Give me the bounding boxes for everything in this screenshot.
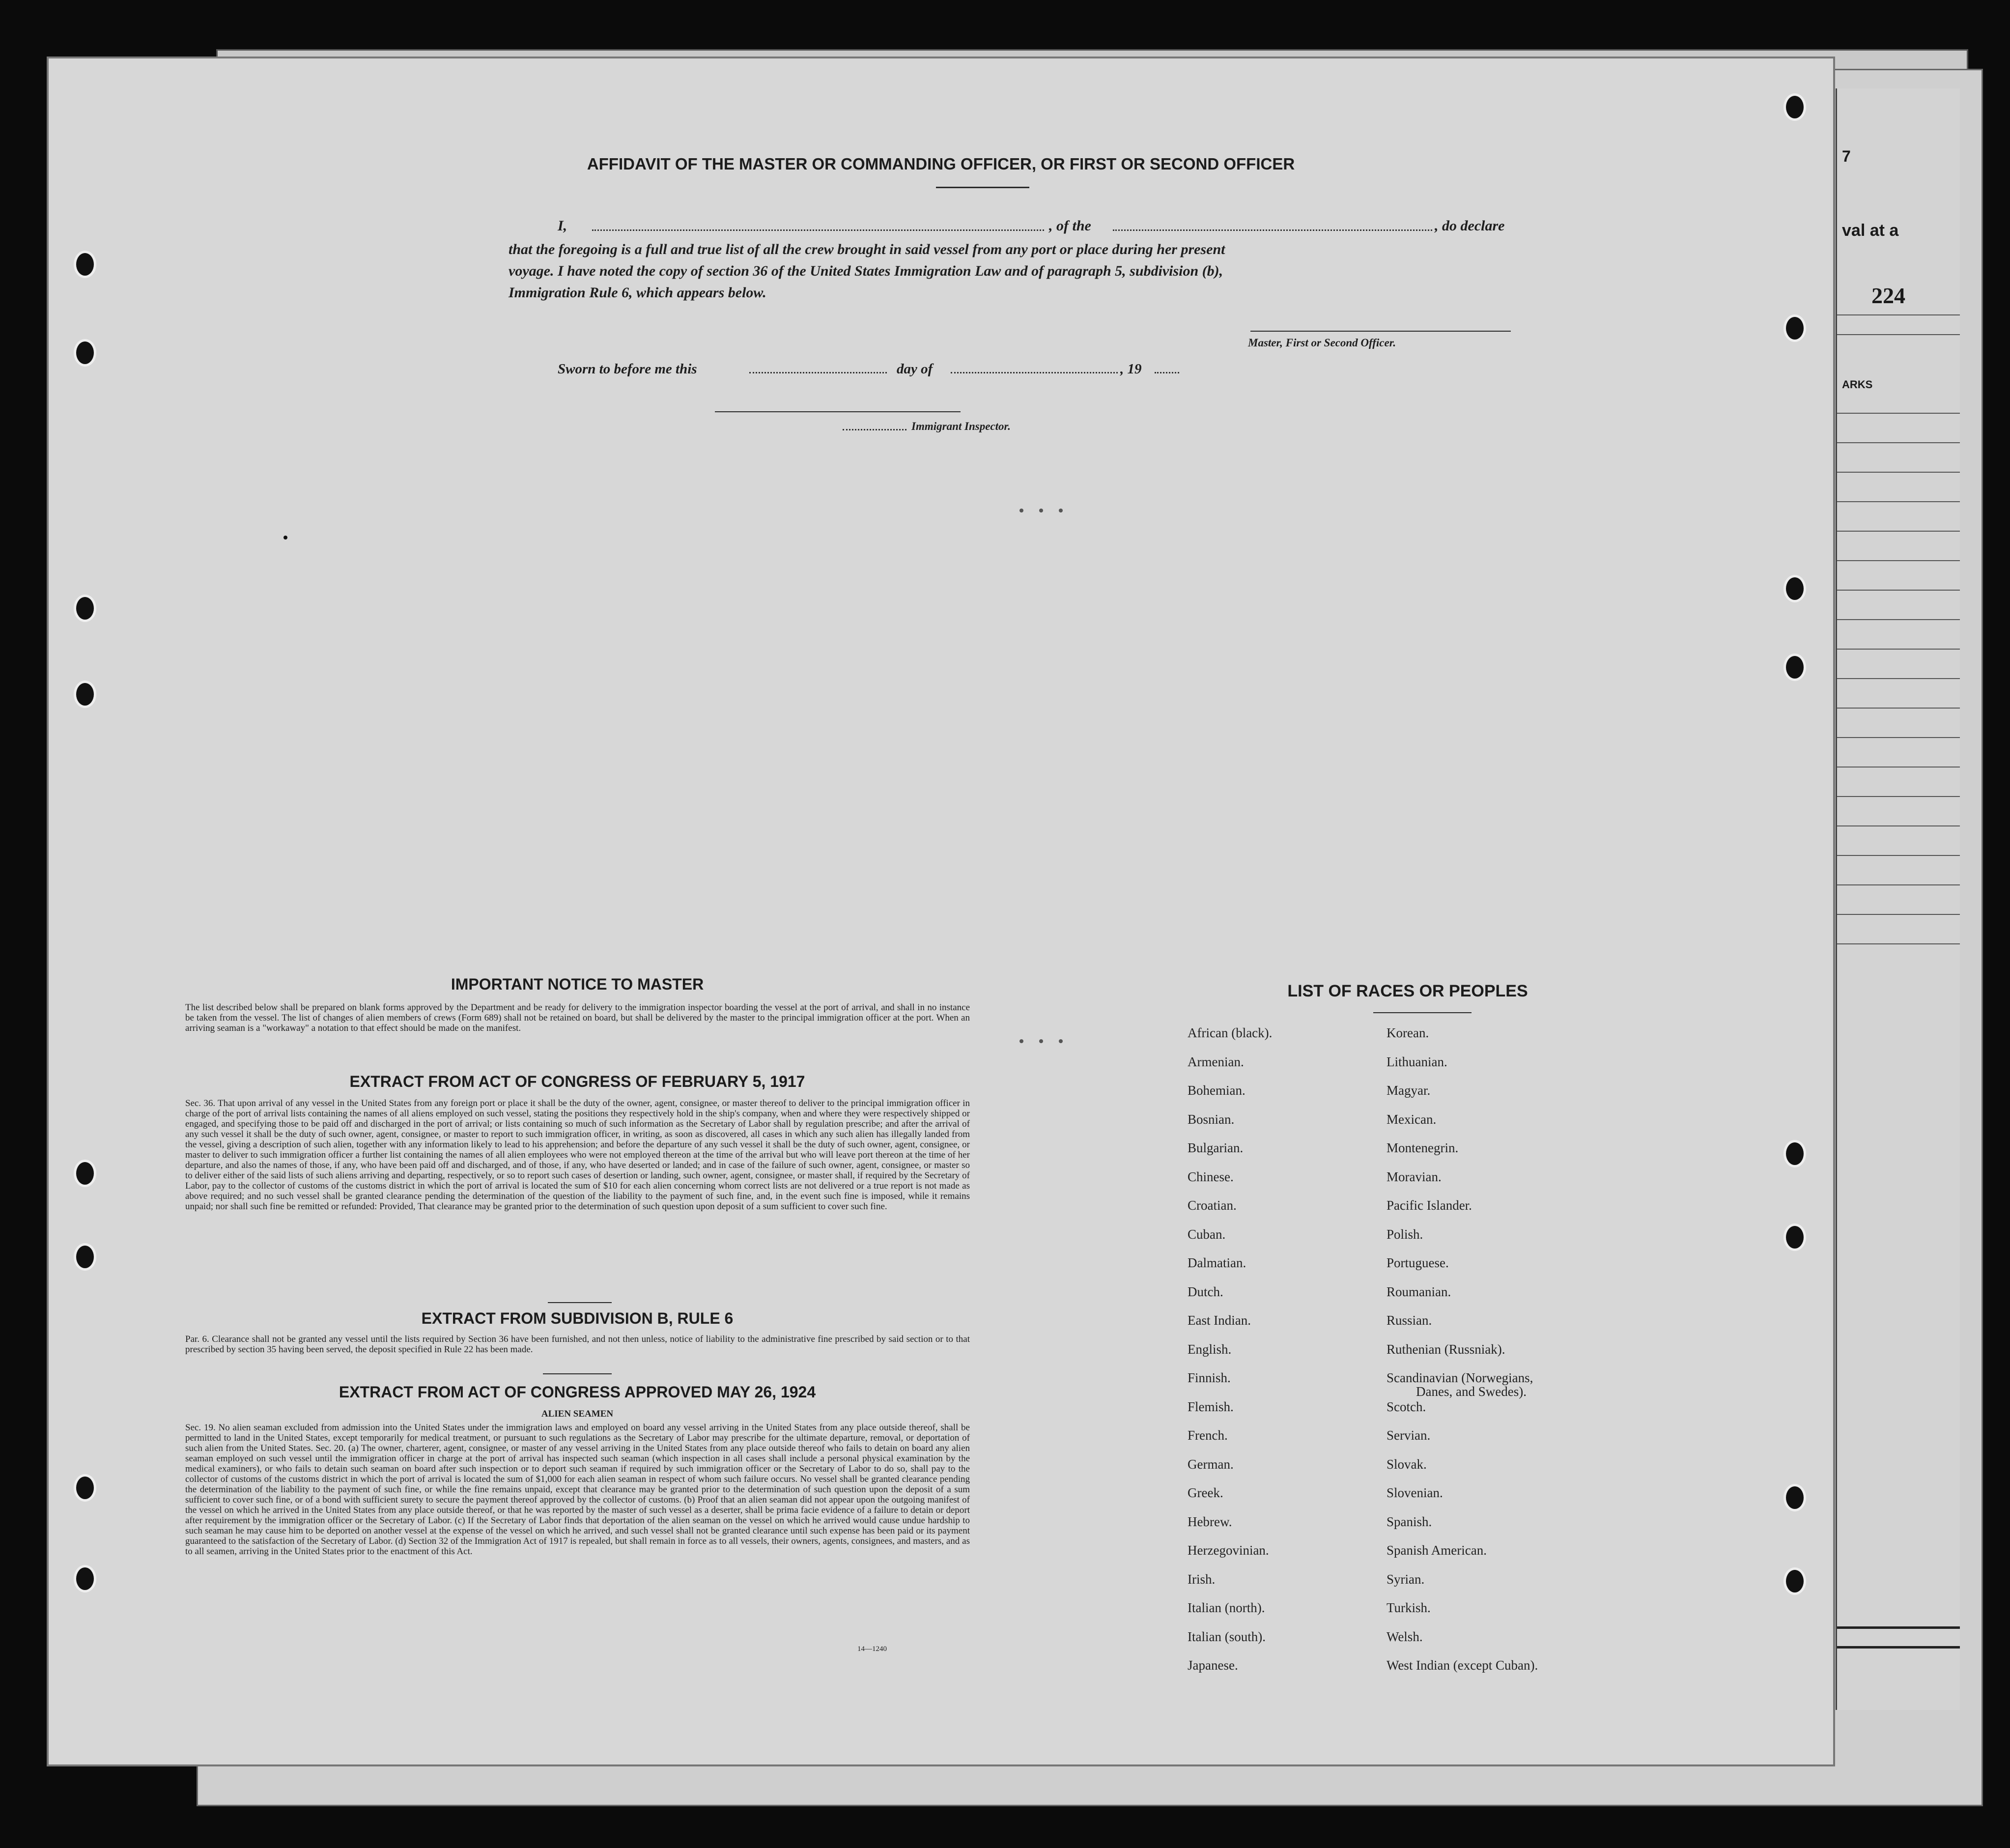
- punch-hole: [74, 251, 96, 278]
- strip-rule: [1837, 314, 1960, 315]
- punch-hole: [1784, 93, 1806, 121]
- race-item: Ruthenian (Russniak).: [1387, 1341, 1505, 1357]
- rule6-divider: [548, 1302, 612, 1303]
- race-item: Dalmatian.: [1188, 1255, 1246, 1270]
- punch-hole: [1784, 1223, 1806, 1251]
- sworn-day-of: day of: [897, 361, 933, 377]
- strip-rule: [1837, 1646, 1960, 1649]
- notice-title: IMPORTANT NOTICE TO MASTER: [451, 975, 704, 993]
- strip-rule: [1837, 943, 1960, 944]
- strip-rule: [1837, 442, 1960, 443]
- affidavit-line2: that the foregoing is a full and true list of all the crew brought in said vessel from any port or place during her present: [509, 241, 1225, 257]
- bleed-through-dot: [1019, 509, 1023, 512]
- race-item: Bosnian.: [1188, 1111, 1235, 1127]
- race-item: West Indian (except Cuban).: [1387, 1658, 1538, 1673]
- punch-hole: [74, 1243, 96, 1271]
- race-item: Montenegrin.: [1387, 1140, 1459, 1155]
- strip-rule: [1837, 1626, 1960, 1629]
- strip-rule: [1837, 855, 1960, 856]
- affidavit-of-the: , of the: [1049, 218, 1091, 234]
- master-label: Master, First or Second Officer.: [1248, 337, 1396, 349]
- race-item: Roumanian.: [1387, 1284, 1451, 1299]
- race-item: French.: [1188, 1428, 1228, 1443]
- strip-rule: [1837, 413, 1960, 414]
- strip-rule: [1837, 737, 1960, 738]
- sworn-date-field[interactable]: [749, 372, 887, 373]
- race-item: Turkish.: [1387, 1600, 1431, 1615]
- race-item: Finnish.: [1188, 1370, 1231, 1385]
- race-item: Scandinavian (Norwegians,: [1387, 1370, 1533, 1385]
- race-item: Danes, and Swedes).: [1416, 1384, 1527, 1399]
- races-title-rule: [1373, 1012, 1472, 1013]
- race-item: Hebrew.: [1188, 1514, 1232, 1529]
- race-item: Bohemian.: [1188, 1083, 1246, 1098]
- punch-hole: [74, 339, 96, 367]
- strip-rule: [1837, 884, 1960, 885]
- race-item: Servian.: [1387, 1428, 1431, 1443]
- notice-text: The list described below shall be prepared on blank forms approved by the Department and be ready for delivery to the immigration inspector boarding the vessel at the port of arrival, and shall in no instance be taken from the vessel. The list of changes of alien members of crews (Form 689) shall not be retained on board, but shall be delivered by the master to the principal immigration officer at the port. When an arriving seaman is a "workaway" a notation to that effect should be made on the manifest.: [185, 1002, 970, 1033]
- race-item: Magyar.: [1387, 1083, 1431, 1098]
- race-item: African (black).: [1188, 1025, 1273, 1040]
- affidavit-line4: Immigration Rule 6, which appears below.: [509, 284, 766, 301]
- race-item: English.: [1188, 1341, 1232, 1357]
- race-item: Chinese.: [1188, 1169, 1234, 1184]
- inspector-signature-line[interactable]: [715, 411, 961, 412]
- race-item: Russian.: [1387, 1313, 1432, 1328]
- extract-1924-subtitle: ALIEN SEAMEN: [541, 1409, 614, 1419]
- race-item: Portuguese.: [1387, 1255, 1449, 1270]
- bleed-through-dot: [1039, 1039, 1043, 1043]
- race-item: Dutch.: [1188, 1284, 1223, 1299]
- strip-rule: [1837, 649, 1960, 650]
- affidavit-line1: [558, 218, 1511, 234]
- affidavit-i: I,: [558, 218, 567, 234]
- strip-arrival-text: val at a: [1842, 221, 1899, 240]
- extract-rule6-title: EXTRACT FROM SUBDIVISION B, RULE 6: [421, 1309, 734, 1327]
- affidavit-title: AFFIDAVIT OF THE MASTER OR COMMANDING OFFICER, OR FIRST OR SECOND OFFICER: [587, 155, 1295, 173]
- strip-rule: [1837, 825, 1960, 826]
- race-item: Greek.: [1188, 1485, 1223, 1500]
- race-item: Mexican.: [1387, 1111, 1437, 1127]
- race-item: Spanish American.: [1387, 1543, 1487, 1558]
- races-title: LIST OF RACES OR PEOPLES: [1287, 982, 1528, 1000]
- underlying-manifest-strip: [1836, 88, 1960, 1710]
- extract-rule6-text: Par. 6. Clearance shall not be granted any vessel until the lists required by Section 36 have been furnished, and not then unless, notice of liability to the administrative fine prescribed by said section or to that prescribed by section 35 having been served, the deposit specified in Rule 22 has been made.: [185, 1334, 970, 1355]
- strip-rule: [1837, 560, 1960, 561]
- act-1924-divider: [543, 1373, 612, 1374]
- title-rule: [936, 187, 1029, 188]
- race-item: Lithuanian.: [1387, 1054, 1447, 1069]
- punch-hole: [1784, 575, 1806, 602]
- sworn-year: , 19: [1120, 361, 1142, 377]
- punch-hole: [74, 1160, 96, 1187]
- vessel-field[interactable]: [1113, 229, 1432, 231]
- affidavit-page: [47, 57, 1835, 1766]
- strip-rule: [1837, 914, 1960, 915]
- race-item: Herzegovinian.: [1188, 1543, 1269, 1558]
- race-item: Italian (south).: [1188, 1629, 1266, 1644]
- bleed-through-dot: [1019, 1039, 1023, 1043]
- punch-hole: [74, 1474, 96, 1502]
- strip-rule: [1837, 678, 1960, 679]
- punch-hole: [1784, 1140, 1806, 1167]
- punch-hole: [74, 595, 96, 622]
- race-item: Irish.: [1188, 1571, 1216, 1587]
- race-item: Flemish.: [1188, 1399, 1234, 1414]
- strip-rule: [1837, 619, 1960, 620]
- strip-rule: [1837, 590, 1960, 591]
- race-item: Italian (north).: [1188, 1600, 1265, 1615]
- punch-hole: [1784, 1484, 1806, 1511]
- punch-hole: [1784, 314, 1806, 342]
- strip-rule: [1837, 531, 1960, 532]
- strip-rule: [1837, 334, 1960, 335]
- race-item: Syrian.: [1387, 1571, 1425, 1587]
- race-item: Croatian.: [1188, 1198, 1237, 1213]
- sworn-month-field[interactable]: [951, 372, 1118, 373]
- race-item: Welsh.: [1387, 1629, 1423, 1644]
- strip-seven: 7: [1842, 147, 1851, 165]
- strip-rule: [1837, 472, 1960, 473]
- bleed-through-dot: [1059, 1039, 1063, 1043]
- extract-1924-title: EXTRACT FROM ACT OF CONGRESS APPROVED MAY 26, 1924: [339, 1383, 816, 1401]
- race-item: Spanish.: [1387, 1514, 1432, 1529]
- race-item: Polish.: [1387, 1226, 1423, 1242]
- race-item: Armenian.: [1188, 1054, 1244, 1069]
- sworn-year-field[interactable]: [1155, 372, 1179, 373]
- punch-hole: [1784, 1567, 1806, 1595]
- form-number: 14—1240: [857, 1645, 887, 1653]
- bleed-through-dot: [1059, 509, 1063, 512]
- affidavit-do-declare: , do declare: [1435, 218, 1505, 234]
- extract-1924-text: Sec. 19. No alien seaman excluded from admission into the United States under the immigration laws and employed on board any vessel arriving in the United States from any place outside thereof, shall be permitted to land in the United States, except temporarily for medical treatment, or pursuant to such regulations as the Secretary of Labor may prescribe for the ultimate departure, removal, or deportation of such alien from the United States. Sec. 20. (a) The owner, charterer, agent, consignee, or master of any vessel arriving in the United States from any place outside thereof who fails to detain on board any alien seaman employed on such vessel until the immigration officer in charge at the port of arrival has inspected such seaman (which inspection in all cases shall include a personal physical examination by the medical examiners), or who fails to detain such seaman on board after such inspection or to deport such seaman if required by such immigration officer or the Secretary of Labor to do so, shall pay to the collector of customs of the customs district in which the port of arrival is located the sum of $1,000 for each alien seaman in respect of whom such failure occurs. No vessel shall be granted clearance pending the determination of the liability to the payment of such fine, or while the fine remains unpaid, except that clearance may be granted prior to the determination of such question upon the deposit of a sum sufficient to cover such fine, or of a bond with sufficient surety to secure the payment thereof approved by the collector of customs. (b) Proof that an alien seaman did not appear upon the outgoing manifest of the vessel on which he arrived in the United States from any place outside thereof, or that he was reported by the master of such vessel as a deserter, shall be prima facie evidence of a failure to detain or deport after requirement by the immigration officer or the Secretary of Labor. (c) If the Secretary of Labor finds that deportation of the alien seaman on the vessel on which he arrived would cause undue hardship to such seaman he may cause him to be deported on another vessel at the expense of the vessel on which he arrived, and such vessel shall not be granted clearance until such expense has been paid or its payment guaranteed to the satisfaction of the Secretary of Labor. (d) Section 32 of the Immigration Act of 1917 is repealed, but shall remain in force as to all vessels, their owners, agents, consignees, and masters, and as to all seamen, arriving in the United States prior to the enactment of this Act.: [185, 1422, 970, 1557]
- punch-hole: [1784, 654, 1806, 681]
- page-number: 224: [1871, 283, 1905, 308]
- bleed-through-dot: [1039, 509, 1043, 512]
- strip-rule: [1837, 708, 1960, 709]
- inspector-dots: [843, 429, 906, 430]
- master-signature-line[interactable]: [1250, 331, 1511, 332]
- strip-remarks-header: ARKS: [1842, 378, 1873, 391]
- inspector-label: Immigrant Inspector.: [911, 420, 1011, 432]
- name-field[interactable]: [592, 229, 1044, 231]
- race-item: Scotch.: [1387, 1399, 1426, 1414]
- race-item: Bulgarian.: [1188, 1140, 1244, 1155]
- punch-hole: [74, 1565, 96, 1592]
- strip-rule: [1837, 796, 1960, 797]
- race-item: Korean.: [1387, 1025, 1429, 1040]
- race-item: German.: [1188, 1456, 1234, 1472]
- race-item: Japanese.: [1188, 1658, 1238, 1673]
- affidavit-line3: voyage. I have noted the copy of section 36 of the United States Immigration Law and of paragraph 5, subdivision (b),: [509, 263, 1223, 279]
- race-item: Slovak.: [1387, 1456, 1427, 1472]
- punch-hole: [74, 681, 96, 708]
- race-item: Cuban.: [1188, 1226, 1226, 1242]
- strip-rule: [1837, 501, 1960, 502]
- sworn-line: [558, 361, 1246, 377]
- race-item: Pacific Islander.: [1387, 1198, 1472, 1213]
- strip-rule: [1837, 767, 1960, 768]
- sworn-prefix: Sworn to before me this: [558, 361, 697, 377]
- race-item: East Indian.: [1188, 1313, 1251, 1328]
- ink-speck: [283, 536, 287, 540]
- extract-1917-text: Sec. 36. That upon arrival of any vessel in the United States from any foreign port or place it shall be the duty of the owner, agent, consignee, or master thereof to deliver to the principal immigration officer in charge of the port of arrival lists containing the names of all aliens employed on such vessel, stating the positions they respectively hold in the ship's company, when and where they were respectively shipped or engaged, and specifying those to be paid off and discharged in the port of arrival; or lists containing so much of such information as the Secretary of Labor shall by regulation prescribe; and after the arrival of any such vessel it shall be the duty of such owner, agent, consignee, or master to report to such immigration officer, in writing, as soon as discovered, all cases in which any such alien has illegally landed from the vessel, giving a description of such alien, together with any information likely to lead to his apprehension; and before the departure of any such vessel it shall be the duty of such owner, agent, consignee, or master to deliver to such immigration officer a further list containing the names of all alien employees who were not employed thereon at the time of the arrival but who will leave port thereon at the time of her departure, and also the names of those, if any, who have been paid off and discharged, and of those, if any, who have deserted or landed; and in case of the failure of such owner, agent, consignee, or master so to deliver either of the said lists of such aliens arriving and departing, respectively, or so to report such cases of desertion or landing, such owner, agent, consignee, or master shall, if required by the Secretary of Labor, pay to the collector of customs of the customs district in which the port of arrival is located the sum of $10 for each alien concerning whom correct lists are not delivered or a true report is not made as above required; and no such vessel shall be granted clearance pending the determination of the question of the liability to the payment of such fine, and, in the event such fine is imposed, while it remains unpaid; nor shall such fine be remitted or refunded: Provided, That clearance may be granted prior to the determination of such question upon deposit of a sum sufficient to cover such fine.: [185, 1098, 970, 1212]
- race-item: Slovenian.: [1387, 1485, 1443, 1500]
- race-item: Moravian.: [1387, 1169, 1442, 1184]
- extract-1917-title: EXTRACT FROM ACT OF CONGRESS OF FEBRUARY 5, 1917: [349, 1073, 805, 1090]
